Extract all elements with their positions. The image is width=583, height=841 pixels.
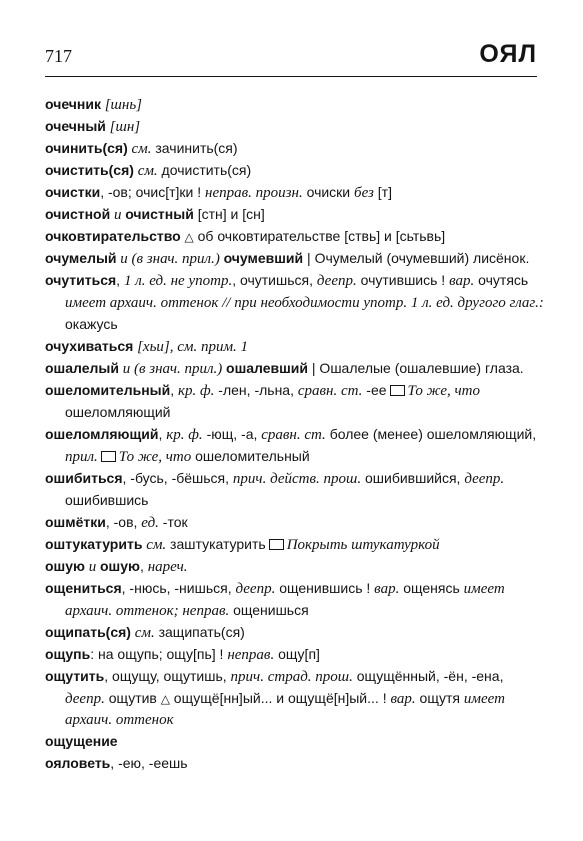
grammar-note: сравн. ст. xyxy=(297,383,363,399)
dictionary-entry xyxy=(45,248,545,270)
entry-text: , xyxy=(170,382,178,398)
dictionary-entry xyxy=(45,226,545,248)
grammar-note: и xyxy=(110,207,126,223)
dictionary-entry xyxy=(45,204,545,226)
entry-text: | Очумелый (очумевший) лисёнок. xyxy=(303,250,530,266)
entry-text: ошибившийся, xyxy=(361,470,465,486)
grammar-note: вар. xyxy=(374,581,400,597)
entry-text: ощу[п] xyxy=(274,646,320,662)
entry-text: ощутив xyxy=(104,690,157,706)
dictionary-entry xyxy=(45,753,545,775)
page-number: 717 xyxy=(45,46,72,66)
headword: ошую xyxy=(45,558,85,574)
entry-text: более (менее) ошеломляющий, xyxy=(325,426,537,442)
grammar-note: 1 л. ед. не употр. xyxy=(123,273,233,289)
entry-text: ошеломляющий xyxy=(65,404,171,420)
headword: ошибиться xyxy=(45,470,123,486)
entry-text: очиски xyxy=(302,184,355,200)
entry-text: , xyxy=(158,426,167,442)
entry-text: , -ов, xyxy=(105,514,142,530)
headword: ояловеть xyxy=(45,755,111,771)
grammar-note: кр. ф. xyxy=(178,383,215,399)
entry-text: ] xyxy=(441,228,446,244)
headword: очухиваться xyxy=(45,338,134,354)
entry-text: ощущённый, -ён, -ена, xyxy=(352,668,504,684)
dictionary-entry xyxy=(45,666,545,731)
grammar-note: и], см. прим. 1 xyxy=(156,339,249,355)
running-head: ОЯЛ xyxy=(479,40,537,68)
grammar-note: То же, что xyxy=(118,449,192,465)
grammar-note: ь xyxy=(129,97,137,113)
entry-text: ошибившись xyxy=(65,492,149,508)
grammar-note: неправ. xyxy=(227,647,275,663)
dictionary-entry xyxy=(45,138,545,160)
entry-text: ь xyxy=(368,228,377,244)
headword: ощущение xyxy=(45,733,118,749)
headword: ощупь xyxy=(45,646,91,662)
headword: ошмётки xyxy=(45,514,106,530)
page-header xyxy=(45,40,537,74)
grammar-note: имеет архаич. оттенок // при необходимости употр. 1 л. ед. другого глаг.: xyxy=(65,295,544,311)
entry-text: , -ею, -еешь xyxy=(110,755,188,771)
headword: ощипать(ся) xyxy=(45,624,131,640)
dictionary-entries xyxy=(45,94,545,775)
headword: очистной xyxy=(45,206,111,222)
entry-text: , xyxy=(116,272,124,288)
dictionary-entry xyxy=(45,380,545,424)
grammar-note: деепр. xyxy=(464,471,505,487)
grammar-note: и xyxy=(84,559,100,575)
entry-text: ] и [с xyxy=(376,228,407,244)
entry-text: -ток xyxy=(158,514,188,530)
grammar-note: неправ. произн. xyxy=(205,185,303,201)
dictionary-entry xyxy=(45,160,545,182)
headword: очумелый xyxy=(45,250,117,266)
grammar-note: [х xyxy=(133,339,150,355)
headword: ошалевший xyxy=(226,360,309,376)
grammar-note: вар. xyxy=(390,691,416,707)
headword: очистный xyxy=(125,206,194,222)
entry-text: -ющ, -а, xyxy=(202,426,262,442)
grammar-note: Покрыть штукатуркой xyxy=(286,537,440,553)
grammar-note: ь xyxy=(149,339,157,355)
entry-text: ощенившись ! xyxy=(275,580,375,596)
grammar-note: см. xyxy=(127,141,152,157)
dictionary-entry xyxy=(45,270,545,336)
headword: ошую xyxy=(99,558,140,574)
dictionary-entry xyxy=(45,622,545,644)
entry-text: ь xyxy=(433,228,442,244)
dictionary-entry xyxy=(45,534,545,556)
entry-text: окажусь xyxy=(65,316,118,332)
entry-text: , -ов; очис[т]ки ! xyxy=(100,184,206,200)
grammar-note: деепр. xyxy=(316,273,357,289)
headword: очинить(ся) xyxy=(45,140,128,156)
grammar-note: ] xyxy=(136,97,142,113)
definition-box-icon xyxy=(101,451,116,462)
grammar-note: имеет архаич. оттенок; неправ. xyxy=(65,581,505,619)
entry-text: заштукатурить xyxy=(166,536,266,552)
headword: очечный xyxy=(45,118,106,134)
dictionary-entry xyxy=(45,182,545,204)
grammar-note: прил. xyxy=(65,449,98,465)
dictionary-entry xyxy=(45,731,545,753)
entry-text: , очутишься, xyxy=(232,272,317,288)
entry-text: ь xyxy=(419,228,427,244)
entry-text: , xyxy=(139,558,148,574)
entry-text: : на ощупь; ощу[п xyxy=(90,646,205,662)
entry-text: , -бусь, -бёшься, xyxy=(122,470,233,486)
grammar-note: деепр. xyxy=(65,691,105,707)
entry-text: дочистить(ся) xyxy=(157,162,252,178)
grammar-note: см. xyxy=(142,537,167,553)
dictionary-entry xyxy=(45,644,545,666)
grammar-note: [шн xyxy=(100,97,130,113)
entry-text: -ее xyxy=(362,382,387,398)
dictionary-entry xyxy=(45,578,545,622)
grammar-note: и (в знач. прил.) xyxy=(116,251,224,267)
dictionary-entry xyxy=(45,116,545,138)
grammar-note: вар. xyxy=(449,273,475,289)
definition-box-icon xyxy=(269,539,284,550)
grammar-note: деепр. xyxy=(235,581,276,597)
entry-text: [стн] и [сн] xyxy=(193,206,265,222)
headword: ошеломляющий xyxy=(45,426,159,442)
definition-box-icon xyxy=(390,385,405,396)
entry-text: ощущё[нн]ый... и ощущё[н]ый... ! xyxy=(169,690,391,706)
entry-text: ощенишься xyxy=(229,602,309,618)
grammar-note: [шн] xyxy=(105,119,141,135)
entry-text: ь xyxy=(204,646,212,662)
headword: ощениться xyxy=(45,580,122,596)
dictionary-entry xyxy=(45,424,545,468)
entry-text: ощенясь xyxy=(399,580,464,596)
grammar-note: кр. ф. xyxy=(166,427,203,443)
grammar-note: ед. xyxy=(141,515,159,531)
entry-text: в xyxy=(426,228,434,244)
headword: очистить(ся) xyxy=(45,162,134,178)
dictionary-entry xyxy=(45,512,545,534)
headword: ошеломительный xyxy=(45,382,171,398)
grammar-note: см. xyxy=(130,625,155,641)
entry-text: , -нюсь, -нишься, xyxy=(121,580,236,596)
headword: ощутить xyxy=(45,668,105,684)
entry-text: ь xyxy=(406,228,413,244)
grammar-note: То же, что xyxy=(407,383,480,399)
grammar-note: см. xyxy=(133,163,158,179)
grammar-note: нареч. xyxy=(147,559,188,575)
entry-text: ошеломительный xyxy=(191,448,310,464)
grammar-note: и (в знач. прил.) xyxy=(118,361,227,377)
entry-text: зачинить(ся) xyxy=(151,140,238,156)
grammar-note: прич. страд. прош. xyxy=(230,669,353,685)
entry-text: т xyxy=(412,228,420,244)
grammar-note: без xyxy=(354,185,374,201)
dictionary-entry xyxy=(45,94,545,116)
entry-text: очутясь xyxy=(474,272,529,288)
dictionary-entry xyxy=(45,468,545,512)
headword: очечник xyxy=(45,96,101,112)
headword: оштукатурить xyxy=(45,536,143,552)
entry-text: | Ошалелые (ошалевшие) глаза. xyxy=(308,360,524,376)
triangle-icon: △ xyxy=(156,692,170,706)
triangle-icon: △ xyxy=(180,230,194,244)
entry-text: -лен, -льна, xyxy=(214,382,298,398)
grammar-note: имеет архаич. оттенок xyxy=(65,691,505,728)
headword: ошалелый xyxy=(45,360,119,376)
entry-text: ] ! xyxy=(211,646,228,662)
headword: очковтирательство xyxy=(45,228,181,244)
headword: очутиться xyxy=(45,272,117,288)
headword: очумевший xyxy=(223,250,304,266)
dictionary-entry xyxy=(45,336,545,358)
grammar-note: сравн. ст. xyxy=(261,427,326,443)
entry-text: [т] xyxy=(373,184,392,200)
header-rule xyxy=(45,76,537,77)
dictionary-entry xyxy=(45,556,545,578)
entry-text: об очковтирательстве [ств xyxy=(193,228,369,244)
grammar-note: прич. действ. прош. xyxy=(232,471,362,487)
headword: очистки xyxy=(45,184,101,200)
entry-text: защипать(ся) xyxy=(154,624,245,640)
entry-text: очутившись ! xyxy=(356,272,450,288)
dictionary-entry xyxy=(45,358,545,380)
entry-text: ощутя xyxy=(415,690,464,706)
entry-text: , ощущу, ощутишь, xyxy=(104,668,231,684)
